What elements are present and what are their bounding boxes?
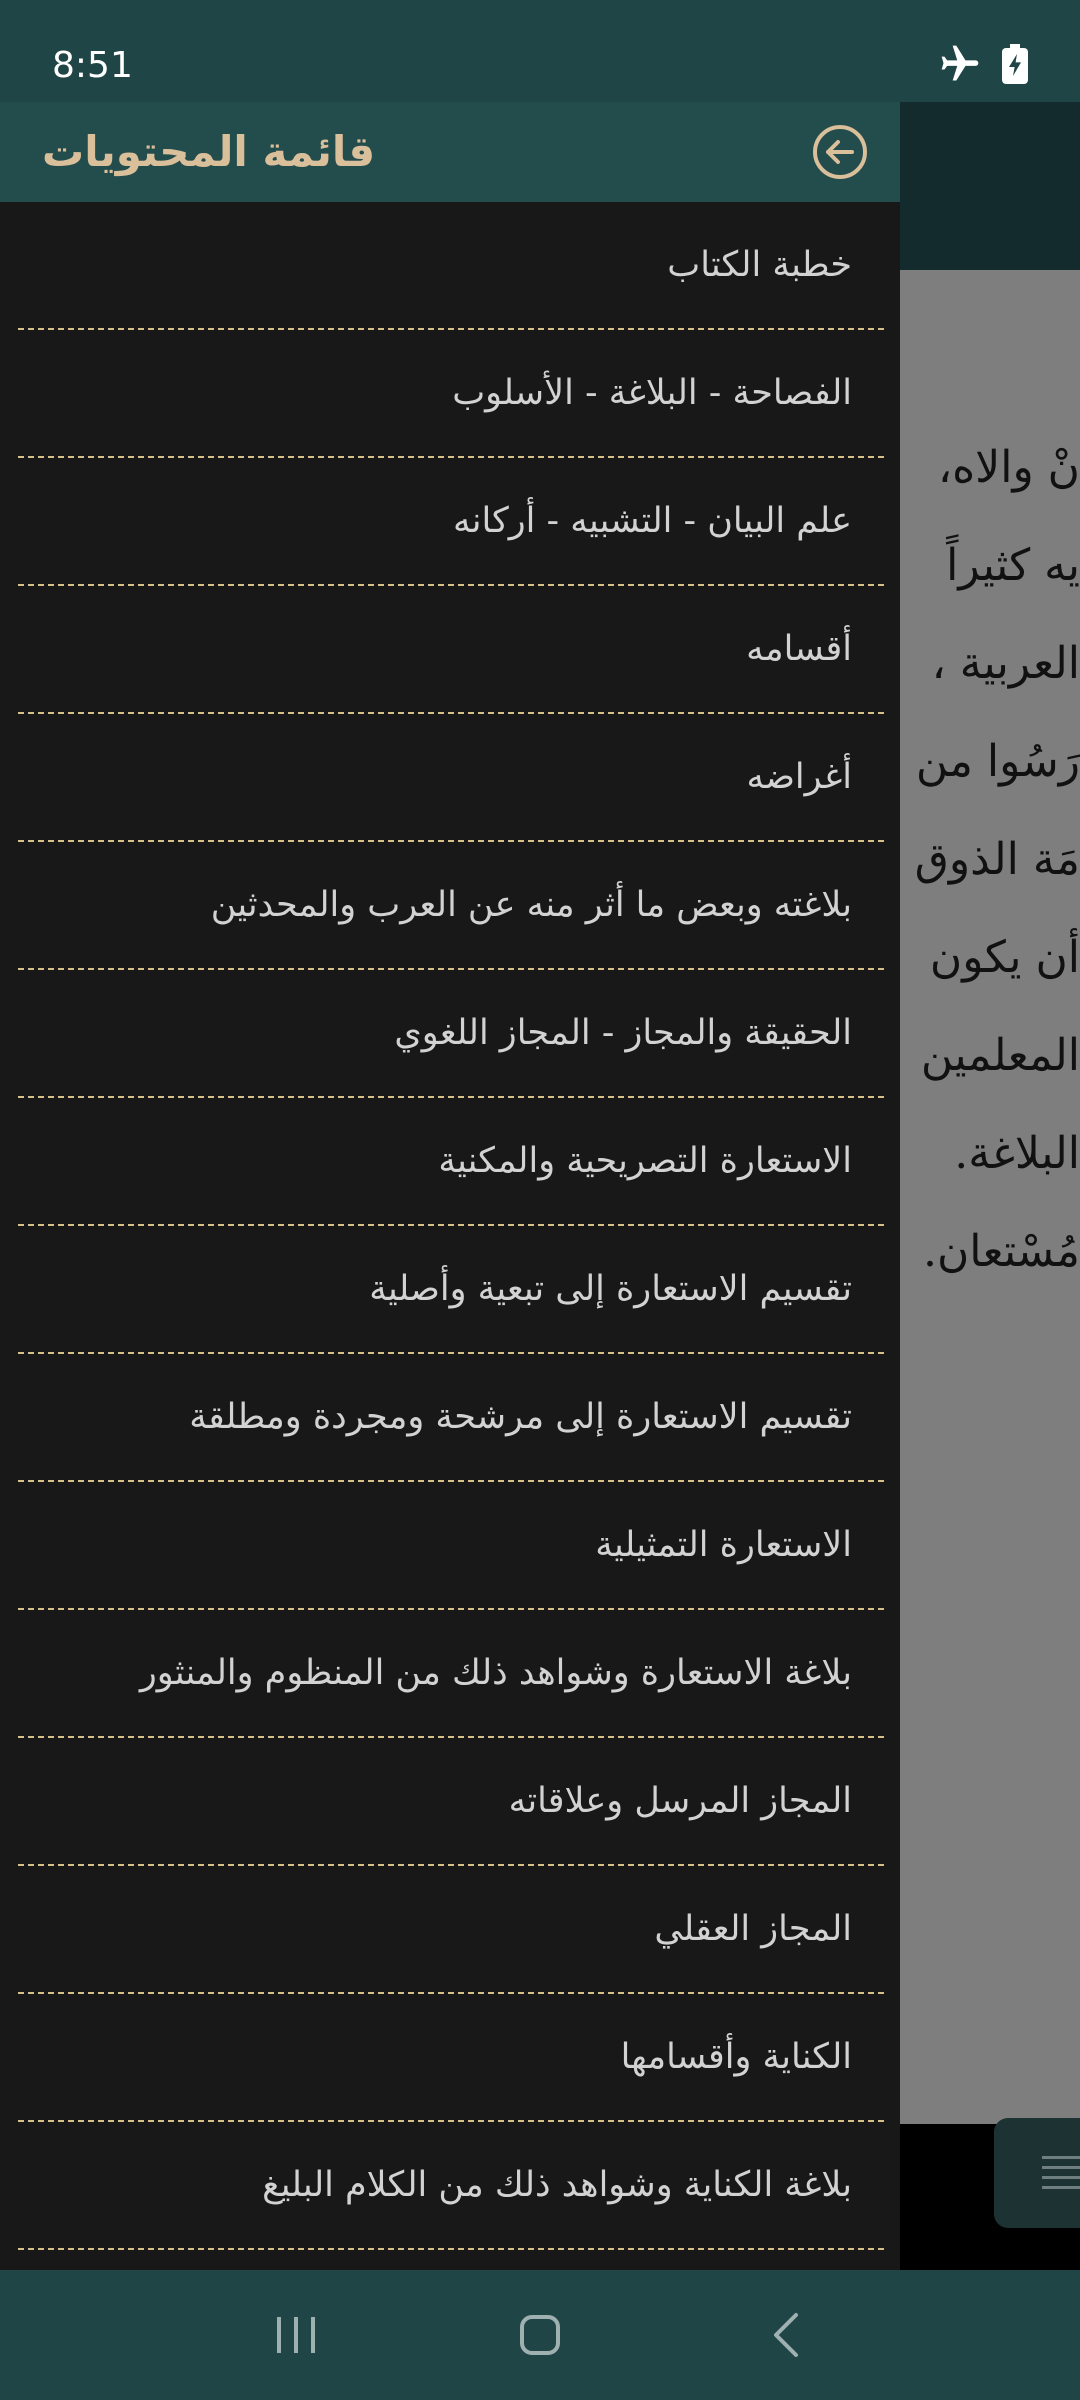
reader-text-line: نْ والاه، (937, 442, 1080, 493)
toc-item[interactable] (18, 970, 884, 1098)
system-nav-bar (0, 2270, 1080, 2400)
status-time: 8:51 (52, 45, 133, 86)
reader-text-line: يه كثيراً (946, 540, 1080, 591)
toc-item-label: تقسيم الاستعارة إلى تبعية وأصلية (369, 1269, 852, 1309)
battery-charging-icon (1002, 44, 1028, 88)
reader-toolbar (900, 102, 1080, 270)
drawer-back-button[interactable] (812, 124, 868, 180)
toc-item-label: الفصاحة - البلاغة - الأسلوب (452, 373, 852, 413)
home-icon (519, 2314, 561, 2356)
reader-text-line: مُسْتعان. (922, 1226, 1080, 1277)
reader-text-line: أن يكون (929, 932, 1080, 983)
reader-menu-button[interactable] (994, 2118, 1080, 2228)
status-icons (938, 40, 1028, 92)
toc-item-label: أغراضه (746, 757, 852, 797)
arrow-left-circle-icon (812, 124, 868, 180)
toc-item[interactable] (18, 1866, 884, 1994)
toc-item[interactable] (18, 586, 884, 714)
toc-item-label: المجاز العقلي (654, 1909, 852, 1949)
toc-item-label: علم البيان - التشبيه - أركانه (452, 501, 852, 541)
toc-item-label: الكناية وأقسامها (620, 2037, 852, 2077)
reader-text-line: العربية ، (931, 638, 1080, 689)
toc-item[interactable] (18, 1610, 884, 1738)
toc-item[interactable] (18, 1738, 884, 1866)
toc-item[interactable] (18, 842, 884, 970)
toc-drawer (0, 102, 900, 2270)
toc-list (0, 202, 900, 2250)
toc-item-label: خطبة الكتاب (667, 245, 852, 285)
reader-text-line: مَة الذوق (914, 834, 1080, 885)
toc-item[interactable] (18, 1482, 884, 1610)
toc-item-label: الاستعارة التمثيلية (595, 1525, 852, 1565)
reader-text-line: رَسُوا من (915, 736, 1080, 787)
toc-item[interactable] (18, 1994, 884, 2122)
recent-apps-button[interactable] (256, 2300, 336, 2370)
home-button[interactable] (500, 2300, 580, 2370)
toc-item[interactable] (18, 458, 884, 586)
toc-item-label: تقسيم الاستعارة إلى مرشحة ومجردة ومطلقة (189, 1397, 852, 1437)
toc-item[interactable] (18, 1098, 884, 1226)
airplane-mode-icon (938, 42, 982, 90)
toc-item-label: الحقيقة والمجاز - المجاز اللغوي (394, 1013, 852, 1053)
back-icon (771, 2312, 801, 2358)
toc-item-label: المجاز المرسل وعلاقاته (508, 1781, 852, 1821)
toc-item[interactable] (18, 202, 884, 330)
toc-item[interactable] (18, 714, 884, 842)
reader-text-line: البلاغة. (954, 1128, 1080, 1179)
toc-item-label: بلاغته وبعض ما أثر منه عن العرب والمحدثين (210, 885, 852, 925)
toc-item[interactable] (18, 1226, 884, 1354)
drawer-header (0, 102, 900, 202)
reader-text-line: المعلمين (920, 1030, 1080, 1081)
toc-item-label: الاستعارة التصريحية والمكنية (438, 1141, 852, 1181)
toc-item[interactable] (18, 1354, 884, 1482)
toc-item-label: أقسامه (746, 629, 852, 669)
drawer-title: قائمة المحتويات (42, 127, 376, 176)
recent-apps-icon (273, 2315, 319, 2355)
reader-page (900, 270, 1080, 2124)
toc-item[interactable] (18, 2122, 884, 2250)
toc-item[interactable] (18, 330, 884, 458)
status-bar (0, 0, 1080, 102)
toc-item-label: بلاغة الاستعارة وشواهد ذلك من المنظوم والمنثور (139, 1653, 852, 1693)
toc-item-label: بلاغة الكناية وشواهد ذلك من الكلام البليغ (262, 2165, 852, 2205)
back-button[interactable] (746, 2300, 826, 2370)
menu-lines-icon (1042, 2154, 1080, 2192)
